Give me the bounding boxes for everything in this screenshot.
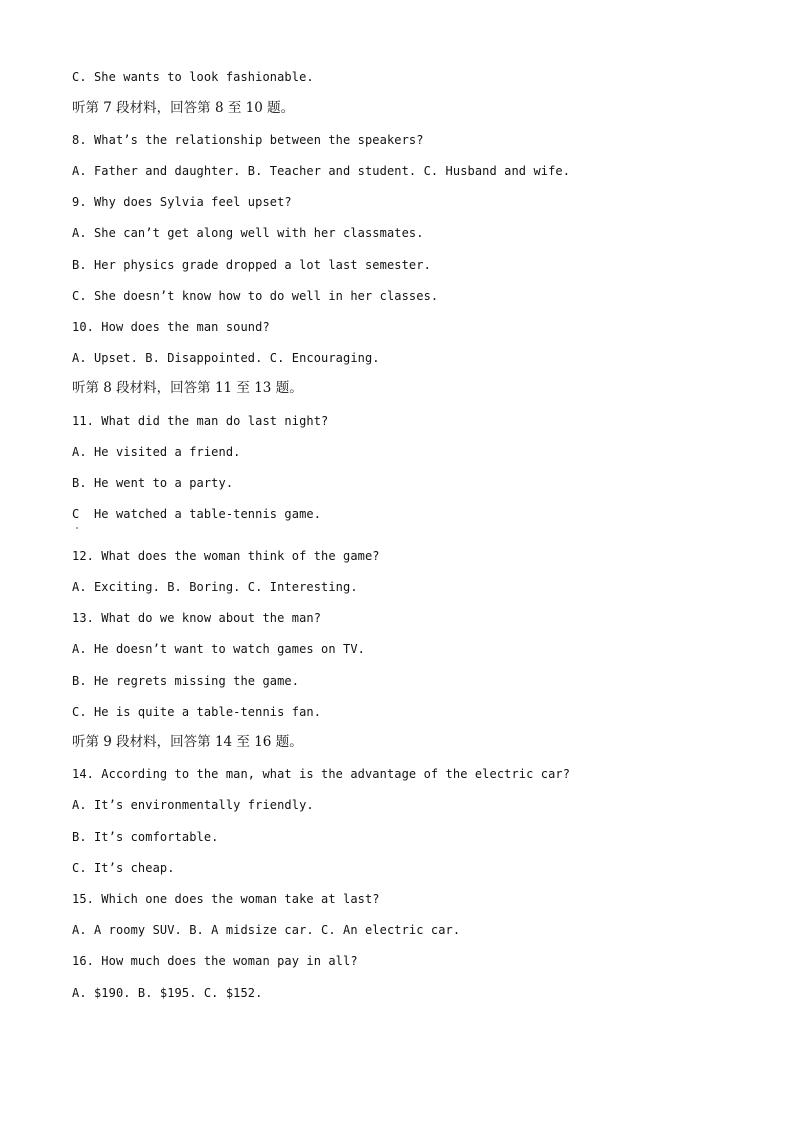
option-c-q7: C. She wants to look fashionable.: [72, 70, 314, 84]
option-b-q11: B. He went to a party.: [72, 476, 234, 490]
question-16: 16. How much does the woman pay in all?: [72, 954, 358, 968]
options-q15: A. A roomy SUV. B. A midsize car. C. An electric car.: [72, 923, 461, 937]
question-11: 11. What did the man do last night?: [72, 414, 329, 428]
option-c-q9: C. She doesn’t know how to do well in her classes.: [72, 289, 439, 303]
question-10: 10. How does the man sound?: [72, 320, 270, 334]
scan-speck: [76, 527, 78, 529]
option-c-q14: C. It’s cheap.: [72, 861, 175, 875]
option-b-q9: B. Her physics grade dropped a lot last semester.: [72, 258, 431, 272]
section-heading-9: 听第 9 段材料，回答第 14 至 16 题。: [72, 734, 303, 750]
option-b-q13: B. He regrets missing the game.: [72, 674, 300, 688]
section-heading-7: 听第 7 段材料，回答第 8 至 10 题。: [72, 100, 295, 116]
options-q12: A. Exciting. B. Boring. C. Interesting.: [72, 580, 358, 594]
option-b-q14: B. It’s comfortable.: [72, 830, 219, 844]
question-15: 15. Which one does the woman take at last?: [72, 892, 380, 906]
question-9: 9. Why does Sylvia feel upset?: [72, 195, 292, 209]
section-heading-8: 听第 8 段材料，回答第 11 至 13 题。: [72, 380, 303, 396]
option-c-q13: C. He is quite a table-tennis fan.: [72, 705, 322, 719]
question-14: 14. According to the man, what is the advantage of the electric car?: [72, 767, 571, 781]
options-q10: A. Upset. B. Disappointed. C. Encouraging.: [72, 351, 380, 365]
options-q8: A. Father and daughter. B. Teacher and student. C. Husband and wife.: [72, 164, 571, 178]
option-c-q11: C He watched a table-tennis game.: [72, 507, 322, 521]
question-12: 12. What does the woman think of the game?: [72, 549, 380, 563]
option-a-q9: A. She can’t get along well with her classmates.: [72, 226, 424, 240]
option-a-q11: A. He visited a friend.: [72, 445, 241, 459]
option-a-q13: A. He doesn’t want to watch games on TV.: [72, 642, 365, 656]
option-a-q14: A. It’s environmentally friendly.: [72, 798, 314, 812]
question-8: 8. What’s the relationship between the speakers?: [72, 133, 424, 147]
options-q16: A. $190. B. $195. C. $152.: [72, 986, 263, 1000]
question-13: 13. What do we know about the man?: [72, 611, 322, 625]
